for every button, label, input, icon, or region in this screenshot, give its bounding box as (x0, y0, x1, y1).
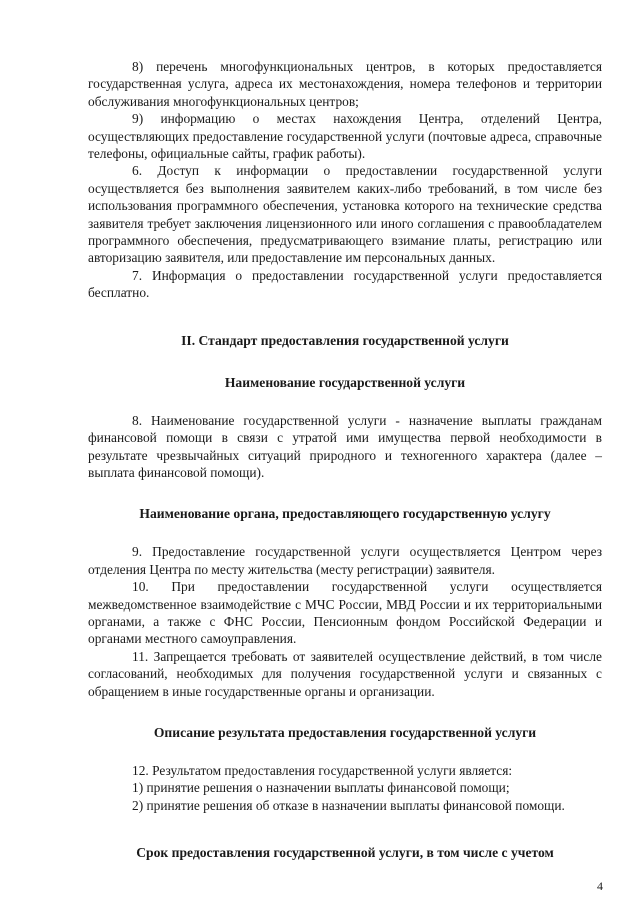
heading-organ: Наименование органа, предоставляющего государственную услугу (139, 506, 551, 522)
paragraph-6: 6. Доступ к информации о предоставлении государственной услуги осуществляется без выполнения заявителем каких-либо требований, в том числе без использования программного обеспечения, установка которого на технические средства заявителя требует заключения лицензионного или иного соглашения с правообладателем программного обеспечения, предусматривающего взимание платы, регистрацию или авторизацию заявителя, или предоставление им персональных данных. (88, 163, 602, 266)
paragraph-list-item-8: 8) перечень многофункциональных центров, в которых предоставляется государственная услуга, адреса их местонахождения, номера телефонов и территории обслуживания многофункциональных центров; (88, 59, 602, 109)
page-number: 4 (597, 879, 603, 893)
heading-result: Описание результата предоставления государственной услуги (153, 724, 537, 740)
paragraph-10: 10. При предоставлении государственной услуги осуществляется межведомственное взаимодействие с МЧС России, МВД России и их территориальными органами, а также с ФНС России, Пенсионным фондом Российской Федерации и органами местного самоуправления. (88, 579, 602, 647)
heading-service-name: Наименование государственной услуги (224, 374, 466, 390)
paragraph-12-item-2: 2) принятие решения об отказе в назначении выплаты финансовой помощи. (132, 797, 565, 813)
paragraph-8: 8. Наименование государственной услуги - назначение выплаты гражданам финансовой помощи в связи с утратой ими имущества первой необходимости в результате чрезвычайных ситуаций природного и техногенного характера (далее – выплата финансовой помощи). (88, 412, 602, 480)
section-title: II. Стандарт предоставления государственной услуги (181, 332, 509, 348)
paragraph-9: 9. Предоставление государственной услуги осуществляется Центром через отделения Центра по месту жительства (месту регистрации) заявителя. (88, 544, 602, 577)
paragraph-11: 11. Запрещается требовать от заявителей осуществление действий, в том числе согласований, необходимых для получения государственной услуги и связанных с обращением в иные государственные органы и организации. (88, 648, 602, 699)
heading-term: Срок предоставления государственной услуги, в том числе с учетом (136, 845, 554, 861)
paragraph-12: 12. Результатом предоставления государственной услуги является: (132, 762, 513, 778)
paragraph-12-item-1: 1) принятие решения о назначении выплаты финансовой помощи; (132, 780, 510, 796)
paragraph-list-item-9: 9) информацию о местах нахождения Центра, отделений Центра, осуществляющих предоставление государственной услуги (почтовые адреса, справочные телефоны, официальные сайты, график работы). (88, 111, 602, 162)
paragraph-7: 7. Информация о предоставлении государственной услуги предоставляется бесплатно. (88, 267, 602, 301)
